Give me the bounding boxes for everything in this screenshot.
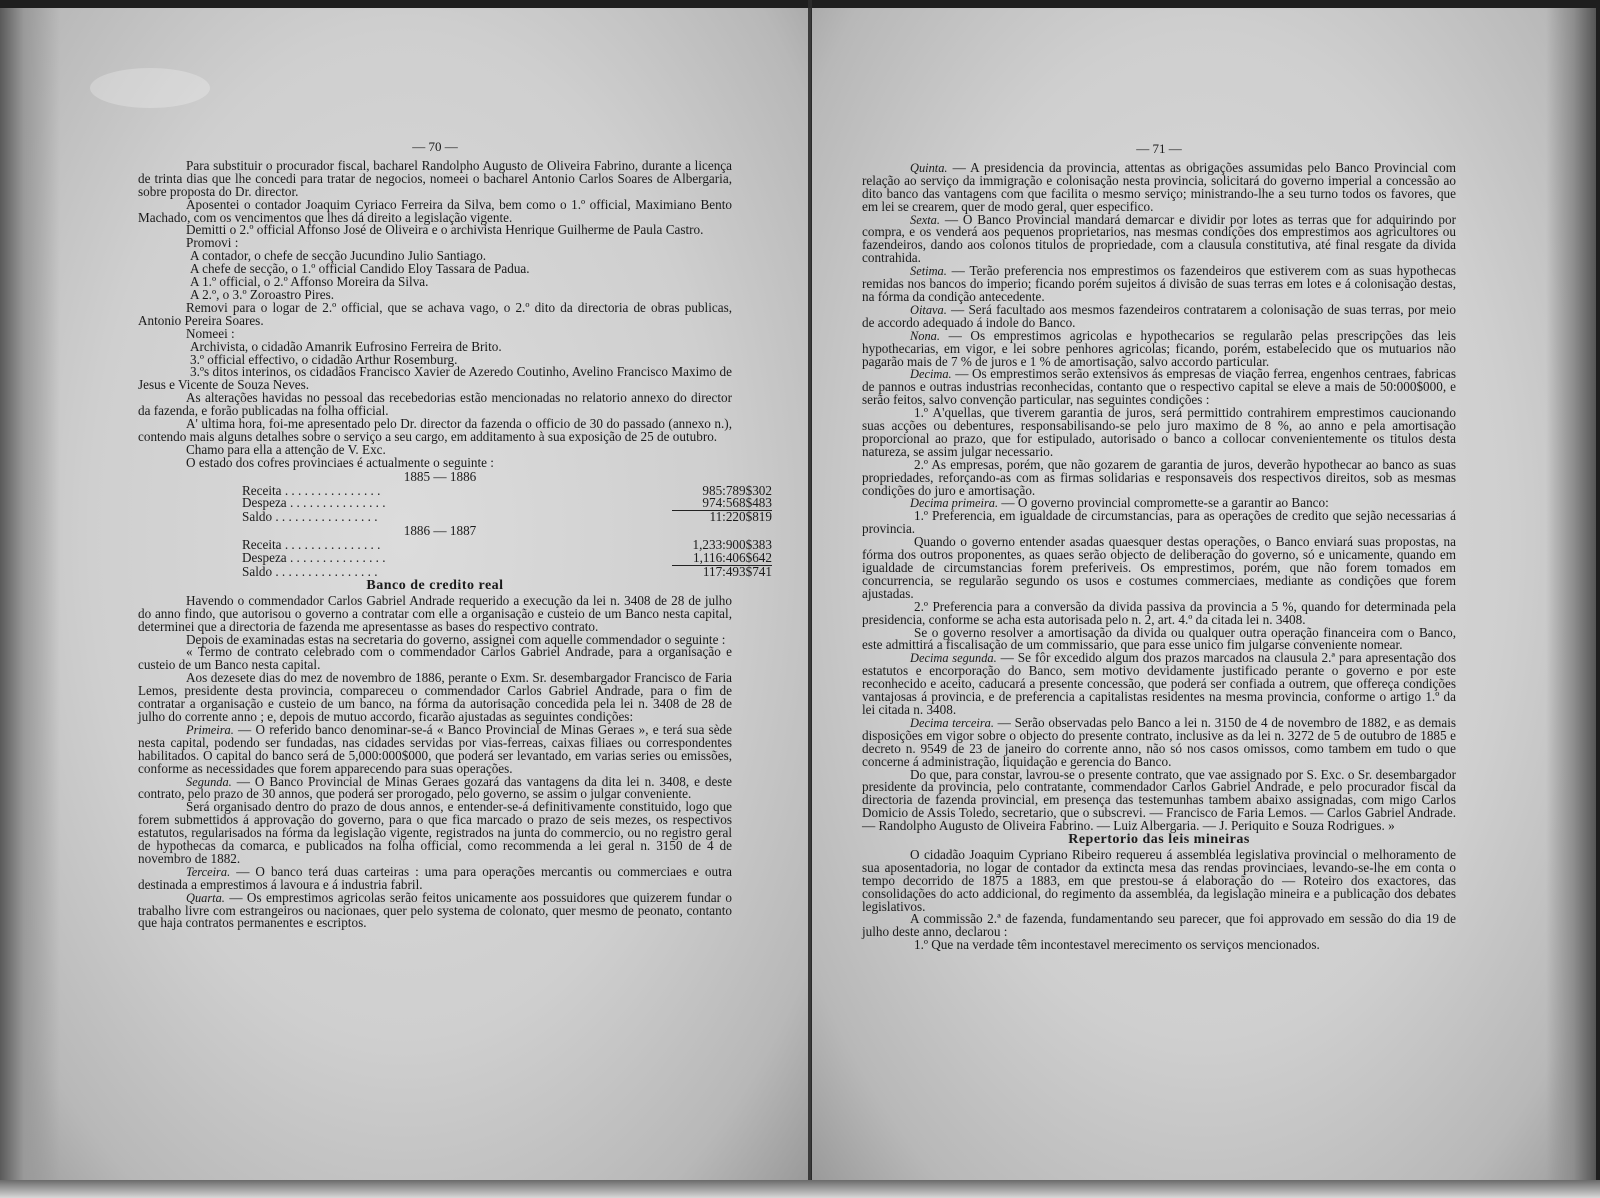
page-number: — 71 — bbox=[1136, 141, 1182, 156]
left-text-column bbox=[138, 139, 772, 931]
paper-stain bbox=[90, 68, 210, 108]
list-item: Se o governo resolver a amortisação da divida ou qualquer outra operação financeira com o Banco, este admittirá a fiscalisação de um commissario, que para esse unico fim julgarse conveniente nomear. bbox=[862, 624, 1456, 653]
finance-label: Receita . . . . . . . . . . . . . . . bbox=[242, 537, 381, 553]
paragraph: Nomeei : bbox=[186, 325, 235, 341]
contract-clause bbox=[862, 265, 1456, 304]
book-bottom-edge bbox=[0, 1180, 1600, 1198]
paragraph: Promovi : bbox=[186, 235, 239, 251]
paragraph: Para substituir o procurador fiscal, bacharel Randolpho Augusto de Oliveira Fabrino, durante a licença de trinta dias que lhe concedi para tratar de negocios, nomeei o bacharel Antonio Carlos Soares de Albergaria, sobre proposta do Dr. director. bbox=[138, 157, 732, 199]
list-item: Archivista, o cidadão Amanrik Eufrosino Ferreira de Brito. bbox=[190, 338, 502, 354]
clause-label: Primeira. bbox=[186, 722, 234, 737]
clause-label: Nona. bbox=[910, 328, 940, 343]
paragraph: Aposentei o contador Joaquim Cyriaco Ferreira da Silva, bem como o 1.º official, Maximiano Bento Machado, com os vencimentos que lhes dá direito a legislação vigente. bbox=[138, 196, 732, 225]
section-heading: Banco de credito real bbox=[366, 577, 504, 593]
finance-table bbox=[138, 468, 772, 579]
clause-label: Segunda. bbox=[186, 774, 232, 789]
contract-clause bbox=[862, 159, 1456, 214]
clause-label: Decima terceira. bbox=[910, 715, 994, 730]
finance-value: 11:220$819 bbox=[709, 509, 772, 525]
contract-clause bbox=[138, 863, 732, 892]
finance-label: Despeza . . . . . . . . . . . . . . . bbox=[242, 550, 386, 566]
section-heading: Repertorio das leis mineiras bbox=[1068, 832, 1250, 848]
finance-row bbox=[242, 566, 772, 579]
clause-label: Decima segunda. bbox=[910, 651, 997, 666]
list-item: A contador, o chefe de secção Jucundino Julio Santiago. bbox=[190, 248, 487, 264]
clause-text: — Os emprestimos serão extensivos ás empresas de viação ferrea, engenhos centraes, fabricas de pannos e outras industrias reconhecidas, contanto que o respectivo capital se eleve a mais de 50:000$000, e serão feitos, salvo convenção particular, nas seguintes condições : bbox=[862, 366, 1456, 408]
clause-text: — O Banco Provincial mandará demarcar e dividir por lotes as terras que for adquirindo por compra, e os venderá aos pequenos proprietarios, nas mesmas condições dos emprestimos aos agricultores ou fazendeiros, dando aos colonos titulos de propriedade, com a clausula constitutiva, até final resgate da divida contrahida. bbox=[862, 211, 1456, 266]
clause-text: — Será facultado aos mesmos fazendeiros contratarem a colonisação de suas terras, por meio de accordo adequado á indole do Banco. bbox=[862, 301, 1456, 330]
paragraph: A commissão 2.ª de fazenda, fundamentando seu parecer, que foi approvado em sessão do dia 19 de julho deste anno, declarou : bbox=[862, 911, 1456, 940]
clause-label: Setima. bbox=[910, 264, 947, 279]
paragraph: Demitti o 2.º official Affonso José de Oliveira e o archivista Henrique Guilherme de Paula Castro. bbox=[186, 222, 704, 238]
clause-text: Será organisado dentro do prazo de dous annos, e entender-se-á definitivamente constituido, logo que forem submettidos á approvação do governo, para o que fica marcado o prazo de seis mezes, os respectivos estatutos, regularisados na fórma da legislação vigente, registrados na junta do commercio, ou no registro geral de hypothecas da comarca, e publicados na folha official, como recommenda a lei geral n. 3150 de 4 de novembro de 1882. bbox=[138, 799, 732, 866]
contract-clause bbox=[138, 773, 732, 802]
list-item: 2.º Preferencia para a conversão da divida passiva da provincia a 5 %, quando for determinada pela presidencia, conforme se acha esta autorisada pelo n. 2, art. 4.º da citada lei n. 3408. bbox=[862, 598, 1456, 627]
right-text-column bbox=[862, 143, 1456, 952]
paragraph: Do que, para constar, lavrou-se o presente contrato, que vae assignado por S. Exc. o Sr. desembargador presidente da provincia, pelo contratante, commendador Carlos Gabriel Andrade, e pelo procurador fiscal da directoria de fazenda provincial, em presença das testemunhas tambem abaixo assignadas, com migo Carlos Domicio de Assis Toledo, secretario, que o subscrevi. — Francisco de Faria Lemos. — Carlos Gabriel Andrade. — Randolpho Augusto de Oliveira Fabrino. — Luiz Albergaria. — J. Periquito e Souza Rodrigues. » bbox=[862, 766, 1456, 834]
clause-label: Quarta. bbox=[186, 890, 225, 905]
contract-clause bbox=[138, 889, 732, 931]
clause-text: — Os emprestimos agricolas e hypothecarios se regularão pelas prescripções das leis hypothecarias, em vigor, e lei sobre penhores agricolas; ficando, porém, estabelecido que os mutuarios não pagarão mais de 7 % de juros e 1 % de amortisação, salvo accordo particular. bbox=[862, 327, 1456, 369]
paragraph: O estado dos cofres provinciaes é actualmente o seguinte : bbox=[186, 454, 494, 470]
clause-label: Sexta. bbox=[910, 212, 940, 227]
paragraph: Chamo para ella a attenção de V. Exc. bbox=[186, 441, 386, 457]
clause-text: — O banco terá duas carteiras : uma para operações mercantis ou commerciaes e outra destinada a emprestimos á lavoura e á industria fabril. bbox=[138, 863, 732, 892]
finance-label: Receita . . . . . . . . . . . . . . . bbox=[242, 482, 381, 498]
page-edge-shadow bbox=[0, 8, 60, 1180]
finance-period: 1885 — 1886 bbox=[403, 468, 477, 484]
contract-clause bbox=[862, 301, 1456, 330]
contract-clause bbox=[862, 368, 1456, 407]
finance-label: Despeza . . . . . . . . . . . . . . . bbox=[242, 495, 386, 511]
clause-text: — O governo provincial compromette-se a garantir ao Banco: bbox=[998, 495, 1329, 511]
clause-label: Quinta. bbox=[910, 160, 948, 175]
list-item: 3.ºs ditos interinos, os cidadãos Francisco Xavier de Azeredo Coutinho, Avelino Francisco Maximo de Jesus e Vicente de Souza Neves. bbox=[138, 364, 732, 393]
list-item: 1.º Que na verdade têm incontestavel merecimento os serviços mencionados. bbox=[914, 937, 1320, 953]
page-edge-shadow bbox=[1546, 8, 1596, 1180]
clause-text: — O Banco Provincial de Minas Geraes gozará das vantagens da dita lei n. 3408, e deste contrato, pelo prazo de 30 annos, que poderá ser prorogado, pelo governo, se assim o julgar conveniente. bbox=[138, 773, 732, 802]
finance-value: 1,116:406$642 bbox=[672, 552, 772, 566]
finance-value: 985:789$302 bbox=[702, 482, 772, 498]
clause-text: — Os emprestimos agricolas serão feitos unicamente aos possuidores que quizerem fundar o trabalho livre com estrangeiros ou nacionaes, quer pelo systema de colonato, quer mesmo de peonato, contanto que haja contratos permanentes e escriptos. bbox=[138, 889, 732, 931]
clause-label: Decima primeira. bbox=[910, 496, 999, 511]
paragraph: Depois de examinadas estas na secretaria do governo, assignei com aquelle commendador o seguinte : bbox=[186, 631, 726, 647]
left-page bbox=[0, 8, 811, 1180]
right-page bbox=[812, 8, 1596, 1180]
finance-period: 1886 — 1887 bbox=[403, 523, 477, 539]
list-item: 1.º A'quellas, que tiverem garantia de juros, será permittido contrahirem emprestimos caucionando suas acções ou debentures, responsabilisando-se pelo juro maximo de 8 %, ao anno e pela amortisação proporcional ao prazo, que for estipulado, autorisado o banco a collocar convenientemente os titulos desta natureza, se assim julgar necessario. bbox=[862, 405, 1456, 459]
contract-clause bbox=[862, 714, 1456, 769]
clause-text: — Terão preferencia nos emprestimos os fazendeiros que estiverem com as suas hypothecas remidas nos bancos do imperio; ficando porém sujeitos á divisão de suas terras em lotes e á colonisação destas, na fórma da condição antecedente. bbox=[862, 263, 1456, 304]
contract-clause bbox=[138, 801, 732, 866]
paragraph: Havendo o commendador Carlos Gabriel Andrade requerido a execução da lei n. 3408 de 28 de julho do anno findo, que autorisou o governo a contratar com elle a organisação e custeio de um Banco nesta capital, determinei que a directoria de fazenda me apresentasse as bases do respectivo contrato. bbox=[138, 592, 732, 634]
paragraph: « Termo de contrato celebrado com o commendador Carlos Gabriel Andrade, para a organisação e custeio de um Banco nesta capital. bbox=[138, 644, 732, 673]
list-item: Quando o governo entender asadas quaesquer destas operações, o Banco enviará suas propostas, na fórma dos outros proponentes, as quaes serão objecto de deliberação do governo, só e unicamente, quando em igualdade de circumstancias forem preferiveis. Os emprestimos, porém, que não forem tomados em concurrencia, se regularão segundo os usos e costumes commerciaes, mediante as condições que forem ajustadas. bbox=[862, 534, 1456, 601]
finance-value: 1,233:900$383 bbox=[692, 537, 772, 553]
finance-value: 117:493$741 bbox=[702, 564, 772, 579]
finance-value: 974:568$483 bbox=[672, 497, 772, 511]
finance-row bbox=[242, 511, 772, 524]
list-item: 3.º official effectivo, o cidadão Arthur Rosemburg. bbox=[190, 351, 458, 367]
contract-clause bbox=[862, 211, 1456, 266]
list-item: A chefe de secção, o 1.º official Candido Eloy Tassara de Padua. bbox=[190, 261, 530, 277]
clause-text: — Serão observadas pelo Banco a lei n. 3150 de 4 de novembro de 1882, e as demais disposições em vigor sobre o objecto do presente contrato, inclusive as da lei n. 3272 de 5 de outubro de 1885 e decreto n. 9549 de 23 de janeiro do corrente anno, não só nos casos omissos, como tambem em tudo o que concerne á administração, liquidação e gerencia do Banco. bbox=[862, 714, 1456, 769]
contract-clause bbox=[862, 327, 1456, 369]
clause-text: — A presidencia da provincia, attentas as obrigações assumidas pelo Banco Provincial com relação ao serviço da immigração e colonisação nesta provincia, solicitará do governo imperial a concessão ao dito banco das vantagens com que facilita o mesmo serviço; ministrando-lhe a seu turno todos os favores, que em lei se crearem, quer de modo geral, quer especifico. bbox=[862, 159, 1456, 214]
list-item: 2.º As empresas, porém, que não gozarem de garantia de juros, deverão hypothecar ao banco as suas propriedades, reforçando-as com as firmas solidarias e responsaveis dos respectivos direitos, sob as mesmas condições do juro e amortisação. bbox=[862, 456, 1456, 498]
clause-label: Terceira. bbox=[186, 864, 231, 879]
paragraph: Removi para o logar de 2.º official, que se achava vago, o 2.º dito da directoria de obras publicas, Antonio Pereira Soares. bbox=[138, 299, 732, 328]
clause-label: Decima. bbox=[910, 367, 952, 382]
contract-clause bbox=[862, 652, 1456, 717]
list-item: 1.º Preferencia, em igualdade de circumstancias, para as operações de credito que sejão necessarias á provincia. bbox=[862, 508, 1456, 537]
finance-label: Saldo . . . . . . . . . . . . . . . . bbox=[242, 564, 378, 579]
list-item: A 1.º official, o 2.º Affonso Moreira da Silva. bbox=[190, 274, 429, 290]
paragraph: Aos dezesete dias do mez de novembro de 1886, perante o Exm. Sr. desembargador Francisco de Faria Lemos, presidente desta provincia, compareceu o commendador Carlos Gabriel Andrade, para o fim de contratar a organisação e custeio de um banco, na fórma da autorisação concedida pela lei n. 3408 de 28 de julho do corrente anno ; e, depois de mutuo accordo, ficarão ajustadas as seguintes condições: bbox=[138, 670, 732, 724]
clause-text: — Se fôr excedido algum dos prazos marcados na clausula 2.ª para apresentação dos estatutos e encorporação do Banco, sem motivo devidamente justificado perante o governo e por este reconhecido e aceito, caducará a presente concessão, que poderá ser confiada a outrem, que offereça condições vantajosas á provincia, e de preferencia a capitalistas residentes na mesma provincia, conforme o artigo 1.º da lei citada n. 3408. bbox=[862, 650, 1456, 717]
clause-text: — O referido banco denominar-se-á « Banco Provincial de Minas Geraes », e terá sua sède nesta capital, podendo ser fundadas, nas cidades servidas por vias-ferreas, caixas filiaes ou correspondentes habilitados. O capital do banco será de 5,000:000$000, que poderá ser levantado, em varias series ou emissões, conforme as necessidades que forem apparecendo para suas operações. bbox=[138, 721, 732, 776]
page-number: — 70 — bbox=[412, 139, 458, 154]
paragraph: As alterações havidas no pessoal das recebedorias estão mencionadas no relatorio annexo do director da fazenda, e forão publicadas na folha official. bbox=[138, 390, 732, 419]
clause-label: Oitava. bbox=[910, 302, 947, 317]
finance-label: Saldo . . . . . . . . . . . . . . . . bbox=[242, 509, 378, 525]
paragraph: O cidadão Joaquim Cypriano Ribeiro requereu á assembléa legislativa provincial o melhoramento de sua aposentadoria, no logar de contador da extincta mesa das rendas provinciaes, levando-se-lhe em conta o tempo decorrido de 1875 a 1883, em que prestou-se á elaboração do — Roteiro dos exactores, das consolidações do acto addicional, do regimento da assembléa, da legislação mineira e a publicação dos debates legislativos. bbox=[862, 846, 1456, 914]
list-item: A 2.º, o 3.º Zoroastro Pires. bbox=[190, 286, 335, 302]
paragraph: A' ultima hora, foi-me apresentado pelo Dr. director da fazenda o officio de 30 do passado (annexo n.), contendo mais alguns detalhes sobre o serviço a seu cargo, em additamento à sua exposição de 25 de outubro. bbox=[138, 416, 732, 444]
contract-clause bbox=[138, 721, 732, 776]
